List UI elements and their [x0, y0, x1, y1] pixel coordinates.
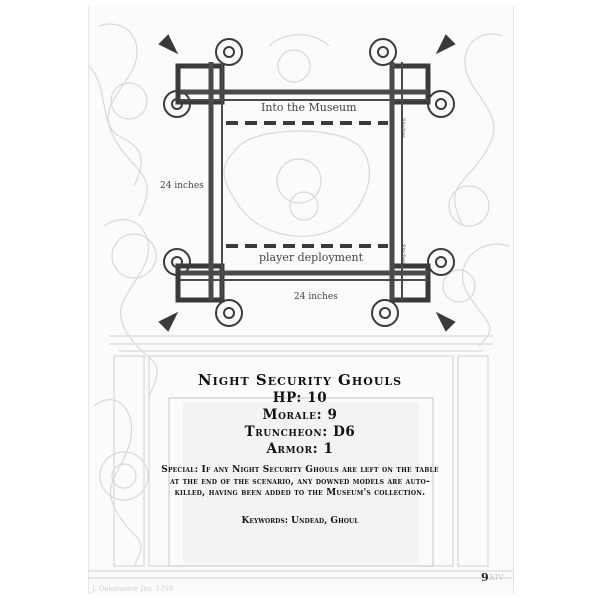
deployment-label: player deployment: [259, 251, 363, 264]
unit-name: Night Security Ghouls: [197, 371, 403, 389]
page-number-suffix: XIV: [489, 573, 504, 582]
corner-ornament-top-left: [160, 36, 242, 117]
width-label: 24 inches: [294, 292, 338, 302]
right-bottom-label: Sinches: [400, 244, 406, 264]
stat-hp: HP: 10: [272, 390, 328, 406]
engraving-caption: J. Delamonce Inv. 1758: [92, 585, 174, 593]
page-number: 9: [481, 571, 489, 584]
stat-armor: Armor: 1: [266, 441, 334, 457]
corner-ornament-bottom-left: [160, 249, 242, 330]
keywords: Keywords: Undead, Ghoul: [241, 516, 359, 526]
stat-truncheon: Truncheon: D6: [244, 424, 356, 440]
right-top-label: Sinches: [400, 118, 406, 138]
special-rule: Special: If any Night Security Ghouls are left on the table at the end of the scenario, any downed models are auto-killed, having been added to the Museum's collection.: [161, 465, 439, 498]
corner-ornament-bottom-right: [372, 249, 454, 330]
stat-block: [88, 370, 512, 458]
map-title: Into the Museum: [261, 101, 357, 114]
stat-morale: Morale: 9: [262, 407, 338, 423]
corner-ornament-top-right: [370, 36, 454, 117]
height-label: 24 inches: [160, 181, 204, 191]
